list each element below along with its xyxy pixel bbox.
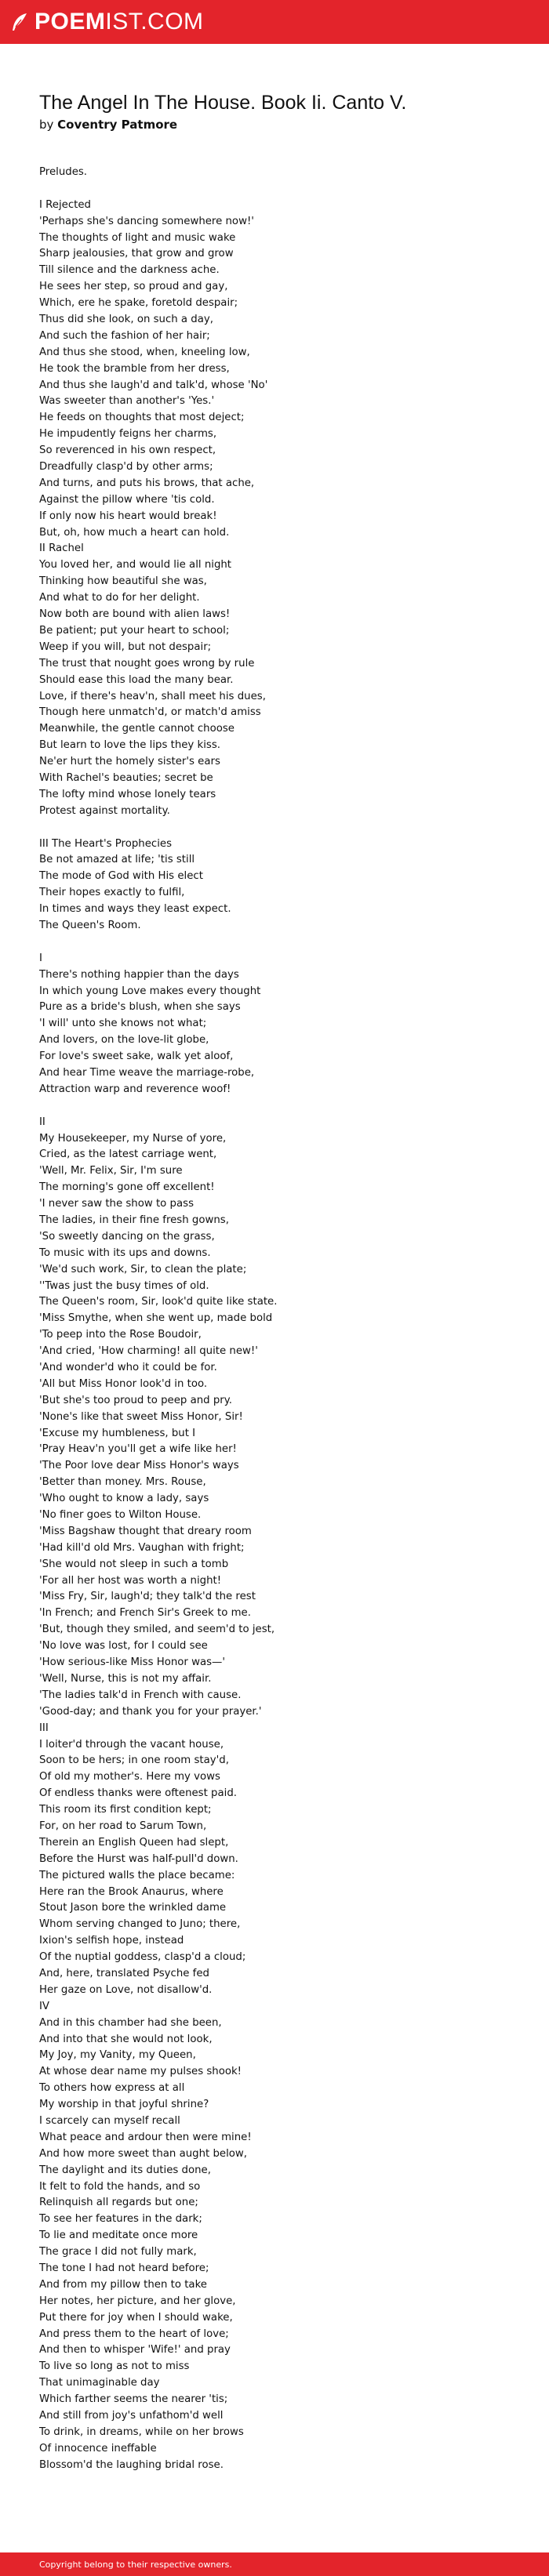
- poem-line: Their hopes exactly to fulfil,: [39, 887, 185, 899]
- poem-line: 'All but Miss Honor look'd in too.: [39, 1377, 208, 1390]
- poem-line: 'She would not sleep in such a tomb: [39, 1558, 229, 1570]
- poem-line: Dreadfully clasp'd by other arms;: [39, 461, 213, 473]
- poem-title: The Angel In The House. Book Ii. Canto V.: [39, 92, 407, 114]
- logo-text-bold: POEM: [35, 9, 106, 34]
- poem-line: 'I will' unto she knows not what;: [39, 1018, 207, 1030]
- poem-line: 'And cried, 'How charming! all quite new!': [39, 1345, 258, 1358]
- poem-line: II: [39, 1116, 45, 1128]
- poem-line: Ne'er hurt the homely sister's ears: [39, 756, 220, 768]
- site-logo[interactable]: [9, 10, 204, 34]
- poem-line: The lofty mind whose lonely tears: [39, 788, 216, 800]
- poem-line: Protest against mortality.: [39, 804, 170, 817]
- poem-line: And still from joy's unfathom'd well: [39, 2410, 224, 2422]
- poem-line: II Rachel: [39, 542, 84, 555]
- poem-line: If only now his heart would break!: [39, 510, 217, 522]
- poem-line: 'Excuse my humbleness, but I: [39, 1427, 196, 1439]
- poem-line: He sees her step, so proud and gay,: [39, 281, 228, 293]
- poem-line: 'Well, Mr. Felix, Sir, I'm sure: [39, 1165, 183, 1177]
- poem-line: And thus she stood, when, kneeling low,: [39, 346, 250, 358]
- poem-line: To see her features in the dark;: [39, 2213, 202, 2226]
- poem-line: 'No love was lost, for I could see: [39, 1640, 208, 1653]
- poem-line: 'How serious-like Miss Honor was—': [39, 1656, 226, 1669]
- poem-line: He feeds on thoughts that most deject;: [39, 412, 245, 424]
- poem-line: And what to do for her delight.: [39, 592, 200, 604]
- poem-line: In which young Love makes every thought: [39, 985, 261, 997]
- poem-line: And thus she laugh'd and talk'd, whose 'No': [39, 379, 268, 391]
- poem-line: Which, ere he spake, foretold despair;: [39, 297, 238, 310]
- poem-line: It felt to fold the hands, and so: [39, 2180, 201, 2193]
- poem-line: 'The Poor love dear Miss Honor's ways: [39, 1460, 239, 1472]
- poem-line: Blossom'd the laughing bridal rose.: [39, 2458, 224, 2471]
- poem-line: Preludes.: [39, 166, 88, 178]
- poem-line: Ixion's selfish hope, instead: [39, 1935, 184, 1947]
- poem-line: ''Twas just the busy times of old.: [39, 1279, 209, 1292]
- poem-line: 'And wonder'd who it could be for.: [39, 1362, 217, 1374]
- poem-line: Relinquish all regards but one;: [39, 2197, 198, 2209]
- poem-line: My worship in that joyful shrine?: [39, 2099, 209, 2111]
- poem-line: Soon to be hers; in one room stay'd,: [39, 1754, 229, 1767]
- poem-line: Of innocence ineffable: [39, 2442, 157, 2454]
- poem-line: 'But, though they smiled, and seem'd to jest,: [39, 1624, 275, 1636]
- poem-line: Whom serving changed to Juno; there,: [39, 1918, 241, 1931]
- poem-line: Thinking how beautiful she was,: [39, 575, 207, 588]
- poem-line: 'So sweetly dancing on the grass,: [39, 1230, 215, 1243]
- poem-line: He impudently feigns her charms,: [39, 428, 217, 441]
- poem-line: And press them to the heart of love;: [39, 2327, 229, 2340]
- poem-line: And how more sweet than aught below,: [39, 2147, 248, 2160]
- poem-line: That unimaginable day: [39, 2377, 160, 2389]
- poem-line: Put there for joy when I should wake,: [39, 2311, 233, 2324]
- poem-line: 'Better than money. Mrs. Rouse,: [39, 1476, 206, 1489]
- poem-line: So reverenced in his own respect,: [39, 444, 216, 457]
- poem-line: [39, 820, 525, 836]
- poem-line: And such the fashion of her hair;: [39, 329, 210, 342]
- poem-line: 'But she's too proud to peep and pry.: [39, 1394, 232, 1406]
- poem-line: [39, 181, 525, 198]
- poem-line: The Queen's room, Sir, look'd quite like state.: [39, 1296, 278, 1308]
- poem-content: [39, 91, 525, 2474]
- poem-line: For, on her road to Sarum Town,: [39, 1820, 207, 1832]
- poem-line: And in this chamber had she been,: [39, 2016, 222, 2029]
- poem-line: Here ran the Brook Anaurus, where: [39, 1885, 224, 1898]
- poem-line: My Housekeeper, my Nurse of yore,: [39, 1132, 227, 1145]
- poem-line: The morning's gone off excellent!: [39, 1181, 215, 1194]
- poem-line: 'Well, Nurse, this is not my affair.: [39, 1672, 212, 1685]
- poem-line: And lovers, on the love-lit globe,: [39, 1034, 209, 1047]
- poem-line: 'None's like that sweet Miss Honor, Sir!: [39, 1410, 243, 1423]
- poem-line: To lie and meditate once more: [39, 2230, 198, 2242]
- poem-line: You loved her, and would lie all night: [39, 559, 232, 571]
- poem-line: Against the pillow where 'tis cold.: [39, 493, 215, 506]
- poem-line: Before the Hurst was half-pull'd down.: [39, 1852, 238, 1865]
- poem-line: And then to whisper 'Wife!' and pray: [39, 2344, 231, 2356]
- poem-line: Her notes, her picture, and her glove,: [39, 2295, 236, 2307]
- poem-line: 'Miss Smythe, when she went up, made bold: [39, 1312, 273, 1325]
- poem-line: I Rejected: [39, 198, 91, 211]
- poem-line: But learn to love the lips they kiss.: [39, 739, 221, 752]
- poem-line: Weep if you will, but not despair;: [39, 640, 212, 653]
- poem-line: 'No finer goes to Wilton House.: [39, 1509, 202, 1522]
- poem-body: [39, 165, 525, 2474]
- poem-line: Cried, as the latest carriage went,: [39, 1148, 217, 1161]
- poem-line: 'Perhaps she's dancing somewhere now!': [39, 215, 254, 227]
- poem-line: Now both are bound with alien laws!: [39, 608, 231, 621]
- poem-line: And turns, and puts his brows, that ache,: [39, 477, 255, 489]
- poem-line: I scarcely can myself recall: [39, 2114, 180, 2127]
- poem-line: This room its first condition kept;: [39, 1804, 212, 1816]
- poem-line: The trust that nought goes wrong by rule: [39, 657, 255, 669]
- poem-line: 'Who ought to know a lady, says: [39, 1493, 209, 1505]
- poem-line: What peace and ardour then were mine!: [39, 2131, 252, 2143]
- poem-line: And from my pillow then to take: [39, 2278, 207, 2291]
- poem-line: 'We'd such work, Sir, to clean the plate;: [39, 1263, 247, 1275]
- poem-line: Which farther seems the nearer 'tis;: [39, 2393, 228, 2406]
- poem-line: The mode of God with His elect: [39, 870, 203, 883]
- poem-line: The thoughts of light and music wake: [39, 231, 236, 244]
- poem-line: Be patient; put your heart to school;: [39, 624, 230, 637]
- poem-line: But, oh, how much a heart can hold.: [39, 526, 230, 539]
- poem-line: Should ease this load the many bear.: [39, 673, 234, 686]
- poem-line: My Joy, my Vanity, my Queen,: [39, 2049, 196, 2062]
- poem-line: III: [39, 1722, 49, 1734]
- poem-line: Of the nuptial goddess, clasp'd a cloud;: [39, 1951, 246, 1964]
- by-label: by: [39, 118, 58, 132]
- poem-line: 'Had kill'd old Mrs. Vaughan with fright;: [39, 1541, 245, 1554]
- poem-line: 'Pray Heav'n you'll get a wife like her!: [39, 1443, 237, 1456]
- poem-line: Of old my mother's. Here my vows: [39, 1771, 220, 1783]
- poem-line: The tone I had not heard before;: [39, 2262, 209, 2274]
- poem-line: The pictured walls the place became:: [39, 1869, 235, 1881]
- poem-line: I: [39, 952, 42, 964]
- poem-line: 'Good-day; and thank you for your prayer.': [39, 1705, 262, 1718]
- poem-line: IV: [39, 2000, 50, 2012]
- poem-line: Meanwhile, the gentle cannot choose: [39, 723, 235, 735]
- poem-line: The Queen's Room.: [39, 919, 141, 931]
- poem-line: Attraction warp and reverence woof!: [39, 1083, 231, 1095]
- poem-line: To live so long as not to miss: [39, 2360, 190, 2373]
- poem-line: And hear Time weave the marriage-robe,: [39, 1066, 255, 1079]
- poem-line: III The Heart's Prophecies: [39, 837, 173, 850]
- poem-line: Pure as a bride's blush, when she says: [39, 1001, 241, 1014]
- poem-line: Of endless thanks were oftenest paid.: [39, 1787, 237, 1800]
- poem-line: To others how express at all: [39, 2082, 185, 2095]
- poem-line: Sharp jealousies, that grow and grow: [39, 248, 234, 260]
- poem-line: The grace I did not fully mark,: [39, 2246, 197, 2259]
- poem-line: 'For all her host was worth a night!: [39, 1574, 222, 1587]
- poem-line: He took the bramble from her dress,: [39, 362, 230, 375]
- poem-line: 'To peep into the Rose Boudoir,: [39, 1329, 202, 1341]
- quill-icon: [9, 12, 30, 32]
- poem-line: 'The ladies talk'd in French with cause.: [39, 1689, 242, 1701]
- poem-line: 'Miss Bagshaw thought that dreary room: [39, 1525, 252, 1537]
- poem-line: Therein an English Queen had slept,: [39, 1836, 229, 1849]
- poem-line: To music with its ups and downs.: [39, 1246, 211, 1259]
- poem-line: There's nothing happier than the days: [39, 968, 239, 981]
- top-bar: [0, 0, 549, 44]
- copyright-text: Copyright belong to their respective owners.: [39, 2559, 232, 2570]
- poem-line: And, here, translated Psyche fed: [39, 1967, 209, 1979]
- poem-line: The daylight and its duties done,: [39, 2164, 211, 2176]
- poem-line: And into that she would not look,: [39, 2033, 213, 2045]
- byline: [39, 116, 525, 133]
- poem-line: With Rachel's beauties; secret be: [39, 771, 213, 784]
- poem-line: 'Miss Fry, Sir, laugh'd; they talk'd the rest: [39, 1591, 256, 1603]
- poem-line: Be not amazed at life; 'tis still: [39, 854, 195, 866]
- poem-line: At whose dear name my pulses shook!: [39, 2066, 242, 2078]
- poem-line: 'I never saw the show to pass: [39, 1198, 194, 1210]
- poem-line: [39, 934, 525, 951]
- poem-line: [39, 1098, 525, 1115]
- poem-line: The ladies, in their fine fresh gowns,: [39, 1214, 229, 1226]
- poem-line: Love, if there's heav'n, shall meet his dues,: [39, 690, 266, 702]
- poem-line: Stout Jason bore the wrinkled dame: [39, 1902, 227, 1914]
- poem-line: 'In French; and French Sir's Greek to me.: [39, 1607, 251, 1620]
- poem-line: Thus did she look, on such a day,: [39, 314, 213, 326]
- poem-line: Was sweeter than another's 'Yes.': [39, 395, 215, 408]
- poem-line: Till silence and the darkness ache.: [39, 264, 220, 277]
- author-link[interactable]: Coventry Patmore: [57, 118, 178, 132]
- poem-line: Though here unmatch'd, or match'd amiss: [39, 706, 261, 719]
- poem-line: To drink, in dreams, while on her brows: [39, 2425, 244, 2438]
- poem-line: In times and ways they least expect.: [39, 903, 231, 916]
- footer-bar: [0, 2552, 549, 2576]
- poem-line: I loiter'd through the vacant house,: [39, 1738, 224, 1751]
- logo-text-thin: IST.COM: [105, 9, 204, 34]
- poem-line: For love's sweet sake, walk yet aloof,: [39, 1050, 234, 1063]
- poem-line: Her gaze on Love, not disallow'd.: [39, 1983, 213, 1996]
